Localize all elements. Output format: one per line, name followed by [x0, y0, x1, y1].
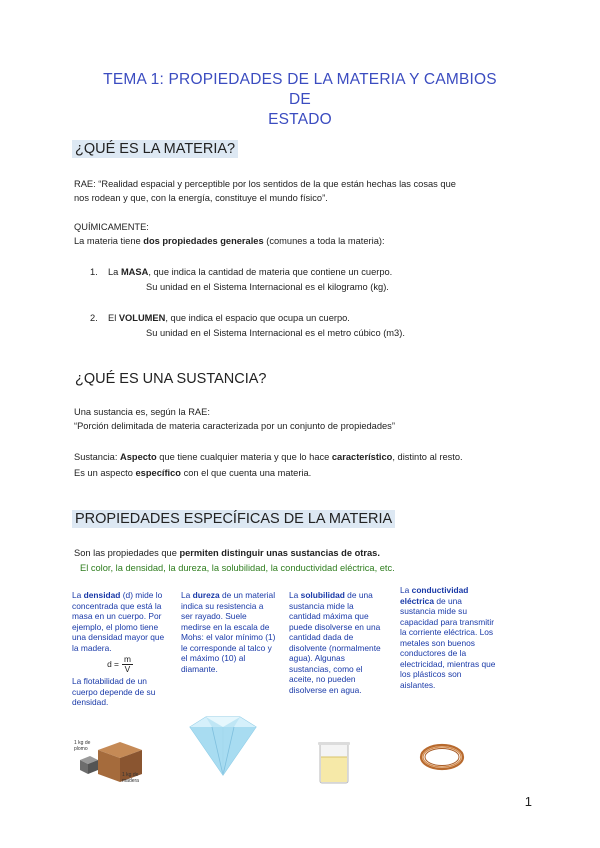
specific-post: con el que cuenta una materia. — [181, 468, 312, 478]
specific-intro — [74, 546, 380, 560]
page-number: 1 — [524, 794, 532, 809]
conductivity-text: de una sustancia mide su capacidad para transmitir la corriente eléctrica. Los metales son buenos conductores de la electricidad, mientras que los plásticos son aislantes. — [400, 595, 496, 690]
copper-wire-image — [418, 742, 466, 772]
hardness-bold: dureza — [192, 590, 220, 600]
conductivity-pre: La — [400, 585, 412, 595]
item1-bold: MASA — [120, 267, 149, 277]
specific-bold: específico — [135, 468, 181, 478]
formula-fraction — [122, 655, 133, 674]
aspect-bold-2: característico — [331, 452, 393, 462]
volumen-unit: Su unidad en el Sistema Internacional es el metro cúbico (m3). — [146, 328, 405, 338]
aspect-mid: que tiene cualquier materia y que lo hace — [156, 452, 332, 462]
item1-pre: La — [108, 267, 121, 277]
diamond-image — [180, 715, 266, 777]
heading-sustancia: ¿QUÉ ES UNA SUSTANCIA? — [75, 371, 267, 387]
general-properties-text — [74, 234, 385, 248]
sustancia-def-line-2: “Porción delimitada de materia caracterizada por un conjunto de propiedades” — [74, 421, 395, 431]
density-column — [72, 590, 168, 708]
item2-post: , que indica el espacio que ocupa un cuerpo. — [165, 313, 350, 323]
quimicamente-label: QUÍMICAMENTE: — [74, 222, 149, 232]
density-bold: densidad — [83, 590, 121, 600]
density-after: La flotabilidad de un cuerpo depende de su densidad. — [72, 676, 156, 707]
title-line-2: ESTADO — [268, 111, 332, 128]
rae-line-2: nos rodean y que, con la energía, constituye el mundo físico”. — [74, 193, 328, 203]
rae-definition — [74, 177, 456, 205]
rae-line-1: RAE: “Realidad espacial y perceptible por los sentidos de la que están hechas las cosas que — [74, 179, 456, 189]
aspect-bold-1: Aspecto — [120, 452, 157, 462]
conductivity-column — [400, 585, 496, 690]
general-bold: dos propiedades generales — [143, 236, 264, 246]
list-item-masa — [90, 265, 392, 279]
hardness-column — [181, 590, 277, 674]
hardness-pre: La — [181, 590, 193, 600]
item2-pre: El — [108, 313, 119, 323]
general-post: (comunes a toda la materia): — [263, 236, 385, 246]
masa-unit: Su unidad en el Sistema Internacional es el kilogramo (kg). — [146, 282, 389, 292]
aspect-pre: Sustancia: — [74, 452, 120, 462]
solubility-bold: solubilidad — [300, 590, 345, 600]
beaker-image — [314, 741, 354, 787]
conductivity-bold: conductividad eléctrica — [400, 585, 469, 606]
aspect-post: , distinto al resto. — [392, 452, 463, 462]
list-number: 1. — [90, 267, 98, 277]
title-line-1: TEMA 1: PROPIEDADES DE LA MATERIA Y CAMBIOS DE — [103, 71, 497, 108]
density-formula — [72, 655, 168, 674]
hardness-text: de un material indica su resistencia a ser rayado. Suele medirse en la escala de Mohs: el valor mínimo (1) le corresponde al talco y el máximo (10) al diamante. — [181, 590, 276, 674]
lead-label: 1 kg de plomo — [74, 740, 91, 752]
formula-denominator: V — [124, 664, 131, 674]
heading-materia: ¿QUÉ ES LA MATERIA? — [72, 140, 238, 158]
formula-numerator: m — [123, 654, 131, 664]
specific-pre: Es un aspecto — [74, 468, 136, 478]
aspect-text — [74, 450, 463, 464]
document-title — [100, 70, 500, 130]
item1-post: , que indica la cantidad de materia que contiene un cuerpo. — [148, 267, 393, 277]
formula-lhs: d = — [107, 659, 119, 670]
density-text: (d) mide lo concentrada que está la masa en un cuerpo. Por ejemplo, el plomo tiene una densidad mayor que la madera. — [72, 590, 165, 653]
density-illustration — [72, 740, 162, 790]
list-item-volumen — [90, 311, 350, 325]
specific-text — [74, 466, 311, 480]
heading-propiedades-especificas: PROPIEDADES ESPECÍFICAS DE LA MATERIA — [72, 510, 395, 528]
solubility-text: de una sustancia mide la cantidad máxima que puede disolverse en una cantidad dada de disolvente (normalmente agua). Algunas sustancias, como el aceite, no pueden disolverse en agua. — [289, 590, 381, 695]
density-pre: La — [72, 590, 84, 600]
wood-label: 1 kg de madera — [122, 772, 139, 784]
intro-pre: Son las propiedades que — [74, 548, 180, 558]
cubes-image — [72, 740, 162, 790]
solubility-pre: La — [289, 590, 301, 600]
item2-bold: VOLUMEN — [118, 313, 166, 323]
intro-bold: permiten distinguir unas sustancias de otras. — [179, 548, 380, 558]
sustancia-def-line-1: Una sustancia es, según la RAE: — [74, 407, 210, 417]
list-number: 2. — [90, 313, 98, 323]
lead-cube — [80, 756, 98, 774]
solubility-column — [289, 590, 385, 695]
specific-examples: El color, la densidad, la dureza, la solubilidad, la conductividad eléctrica, etc. — [80, 563, 395, 573]
general-pre: La materia tiene — [74, 236, 144, 246]
